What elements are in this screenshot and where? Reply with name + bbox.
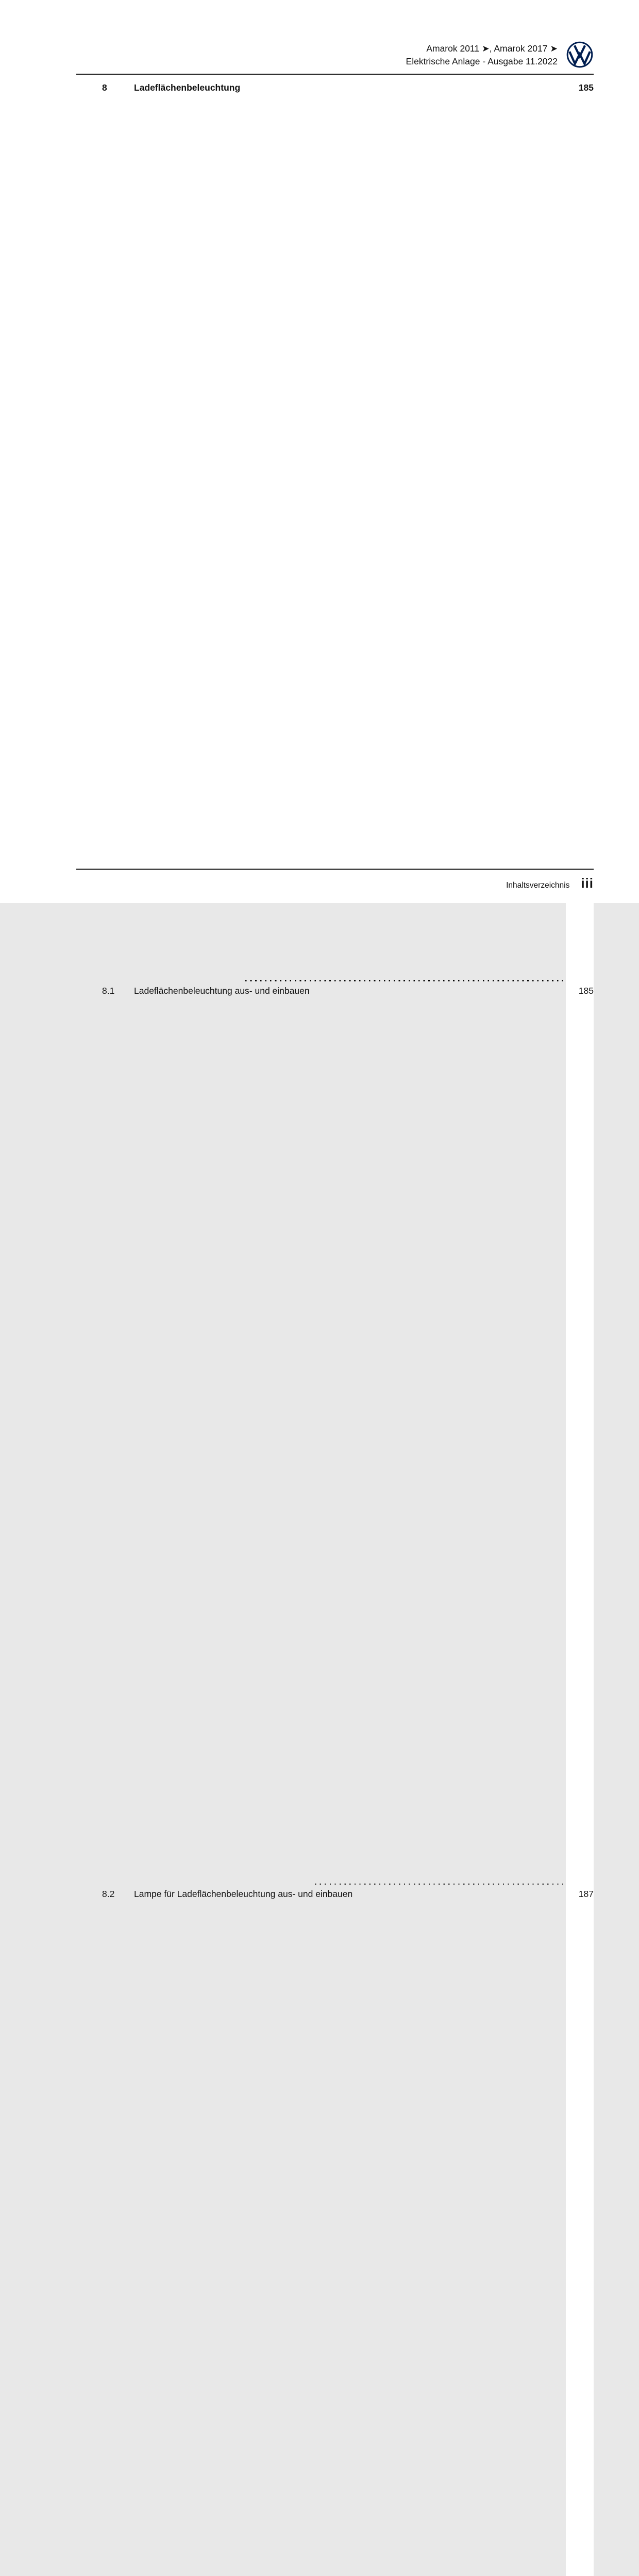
header-text (76, 42, 566, 68)
footer-page-number: iii (581, 875, 594, 891)
page-content (76, 0, 594, 2576)
toc-entry-page: 185 (566, 81, 594, 985)
dot-leader-icon (315, 1875, 563, 1888)
page-footer (76, 869, 594, 891)
toc-entry-title: Ladeflächenbeleuchtung (134, 82, 241, 93)
toc-entry-number: 8.1 (102, 986, 115, 996)
header-model-line: Amarok 2011 ➤, Amarok 2017 ➤ (426, 43, 558, 54)
vw-logo-icon (566, 41, 594, 69)
dot-leader-icon (245, 972, 563, 985)
toc-entry[interactable] (76, 1888, 594, 2576)
toc-entry-page: 185 (566, 985, 594, 1888)
page-header (76, 0, 594, 69)
header-rule (76, 74, 594, 75)
header-edition-line: Elektrische Anlage - Ausgabe 11.2022 (406, 56, 558, 66)
toc-entry-number: 8.2 (102, 1889, 115, 1899)
toc-entry-title: Ladeflächenbeleuchtung aus- und einbauen (134, 986, 310, 996)
toc-entry-number: 8 (102, 82, 107, 93)
toc-entry[interactable] (76, 81, 594, 985)
toc-entry-page: 187 (566, 1888, 594, 2576)
footer-label: Inhaltsverzeichnis (506, 881, 570, 890)
toc-entry[interactable] (76, 985, 594, 1888)
toc-entry-title: Lampe für Ladeflächenbeleuchtung aus- und einbauen (134, 1889, 353, 1899)
footer-line (76, 875, 594, 891)
toc-list (76, 81, 594, 2576)
footer-rule (76, 869, 594, 870)
